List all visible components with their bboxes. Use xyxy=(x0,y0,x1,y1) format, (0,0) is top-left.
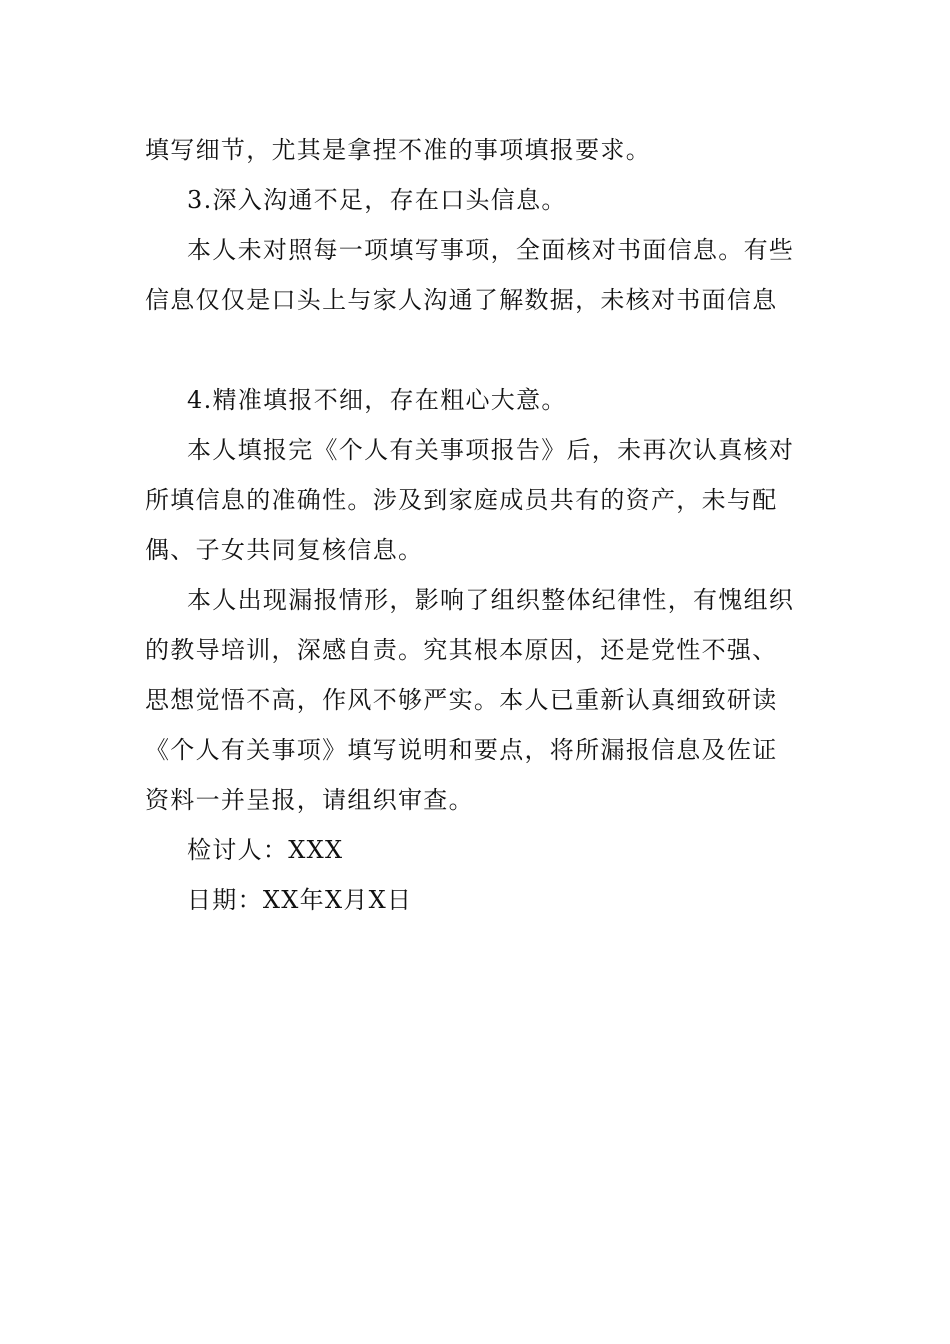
paragraph-line: 思想觉悟不高，作风不够严实。本人已重新认真细致研读 xyxy=(145,686,778,714)
section-heading-3: 3.深入沟通不足，存在口头信息。 xyxy=(187,186,567,214)
paragraph-line: 的教导培训，深感自责。究其根本原因，还是党性不强、 xyxy=(145,636,778,664)
paragraph-line: 本人填报完《个人有关事项报告》后，未再次认真核对 xyxy=(187,436,795,464)
date-line: 日期：XX年X月X日 xyxy=(187,886,413,914)
paragraph-line: 本人未对照每一项填写事项，全面核对书面信息。有些 xyxy=(187,236,795,264)
section-heading-4: 4.精准填报不细，存在粗心大意。 xyxy=(187,386,567,414)
paragraph-line: 偶、子女共同复核信息。 xyxy=(145,536,424,564)
paragraph-line: 资料一并呈报，请组织审查。 xyxy=(145,786,474,814)
signatory: 检讨人：XXX xyxy=(187,836,344,864)
paragraph-line: 信息仅仅是口头上与家人沟通了解数据，未核对书面信息 xyxy=(145,286,778,314)
paragraph-line: 所填信息的准确性。涉及到家庭成员共有的资产，未与配 xyxy=(145,486,778,514)
paragraph-line-continuation: 填写细节，尤其是拿捏不准的事项填报要求。 xyxy=(145,136,651,164)
paragraph-line: 《个人有关事项》填写说明和要点，将所漏报信息及佐证 xyxy=(145,736,778,764)
paragraph-line: 本人出现漏报情形，影响了组织整体纪律性，有愧组织 xyxy=(187,586,795,614)
